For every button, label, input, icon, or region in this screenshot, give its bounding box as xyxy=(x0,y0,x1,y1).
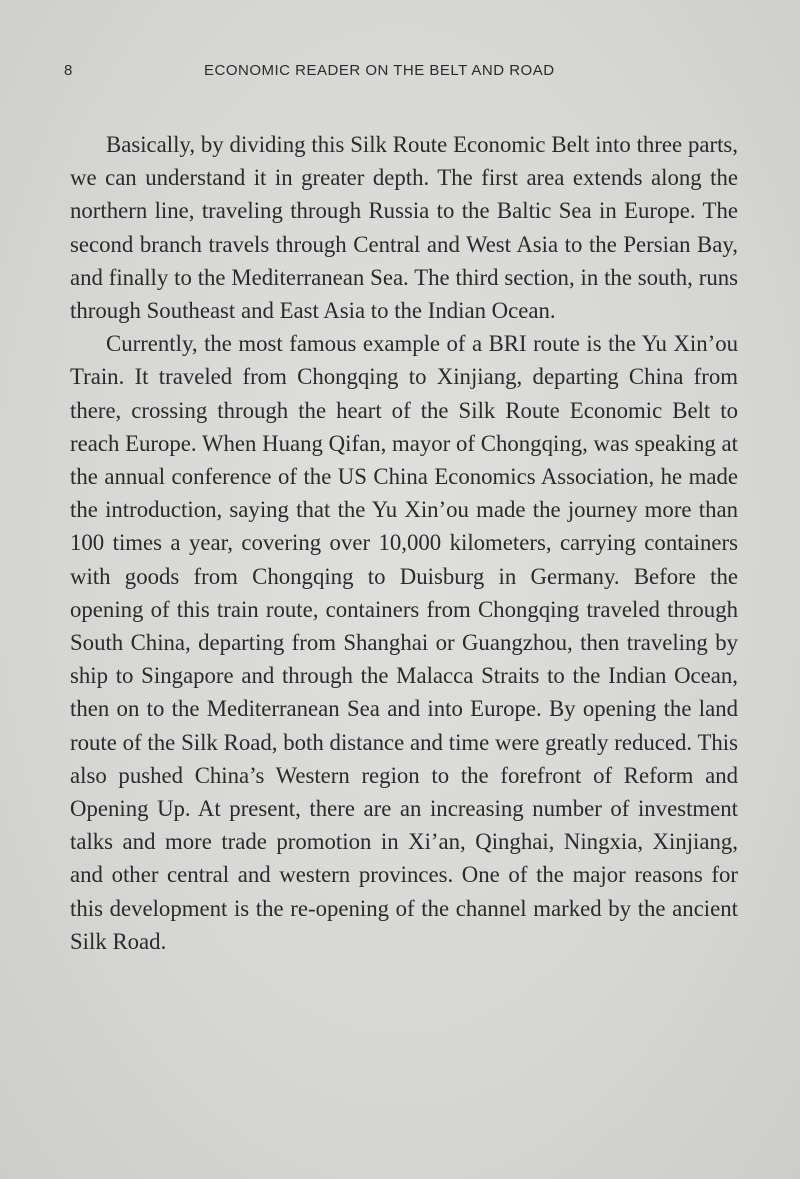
body-text xyxy=(70,128,738,958)
book-title: ECONOMIC READER ON THE BELT AND ROAD xyxy=(204,62,555,79)
paragraph-yu-xinou-train: Currently, the most famous example of a BRI route is the Yu Xin’ou Train. It traveled from Chongqing to Xinjiang, departing China from there, crossing through the heart of the Silk Route Economic Belt to reach Europe. When Huang Qifan, mayor of Chongqing, was speaking at the annual conference of the US China Economics Association, he made the introduction, saying that the Yu Xin’ou made the journey more than 100 times a year, covering over 10,000 kilometers, carrying containers with goods from Chongqing to Duisburg in Germany. Before the opening of this train route, containers from Chongqing traveled through South China, departing from Shanghai or Guangzhou, then traveling by ship to Singapore and through the Malacca Straits to the Indian Ocean, then on to the Mediterranean Sea and into Europe. By opening the land route of the Silk Road, both distance and time were greatly reduced. This also pushed China’s Western region to the forefront of Reform and Opening Up. At present, there are an increasing number of investment talks and more trade promotion in Xi’an, Qinghai, Ningxia, Xinjiang, and other central and western provinces. One of the major reasons for this development is the re-opening of the channel marked by the ancient Silk Road. xyxy=(70,331,738,954)
running-head xyxy=(64,62,736,86)
paragraph-silk-route-parts: Basically, by dividing this Silk Route Economic Belt into three parts, we can understand it in greater depth. The first area extends along the northern line, traveling through Russia to the Baltic Sea in Europe. The second branch travels through Central and West Asia to the Persian Bay, and finally to the Mediterranean Sea. The third section, in the south, runs through Southeast and East Asia to the Indian Ocean. xyxy=(70,132,738,324)
page-number: 8 xyxy=(64,62,73,79)
